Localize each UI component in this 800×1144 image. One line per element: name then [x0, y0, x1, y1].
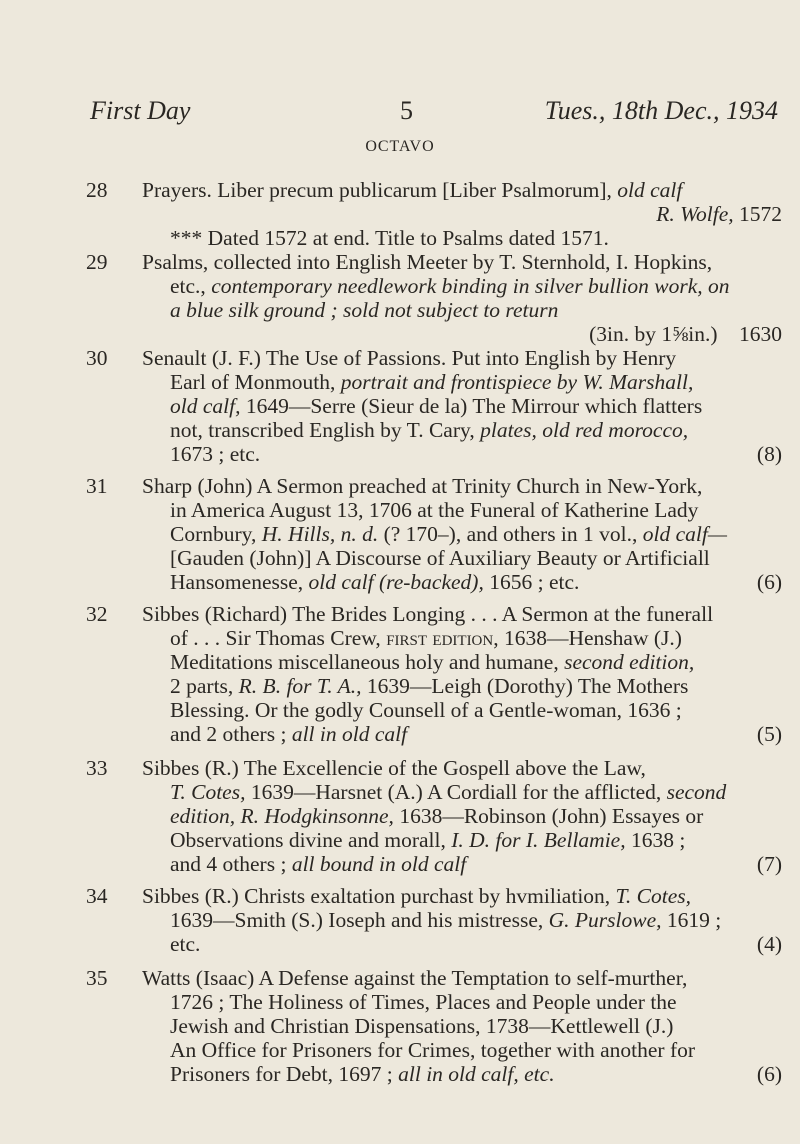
lot-text: a blue silk ground ; sold not subject to return [170, 298, 559, 322]
lot-text: 1638—Henshaw (J.) [498, 626, 682, 650]
lot-text: second [666, 780, 727, 804]
lot-text: old calf— [642, 522, 727, 546]
lot-text: 1639—Smith (S.) Ioseph and his mistresse, [170, 908, 549, 932]
lot-text: etc., [170, 274, 212, 298]
lot-count: (4) [756, 932, 782, 956]
lot-text: 1673 ; etc. [170, 442, 261, 466]
lot-text: 1619 ; [661, 908, 722, 932]
page-number: 5 [400, 96, 413, 125]
lot-text: G. Purslowe, [548, 908, 662, 932]
header-date: Tues., 18th Dec., 1934 [544, 96, 778, 125]
lot-text: and 2 others ; [170, 722, 292, 746]
lot-text: plates, old red morocco, [480, 418, 689, 442]
lot-text: H. Hills, n. d. [261, 522, 379, 546]
lot-text: old calf, [170, 394, 241, 418]
lot-text: all in old calf [291, 722, 408, 746]
lot-number: 28 [86, 178, 108, 202]
lot-text: Psalms, collected into English Meeter by T. Sternhold, I. Hopkins, [142, 250, 713, 274]
lot-text: R. Wolfe, [656, 202, 734, 226]
lot-text: (? 170–), and others in 1 vol., [378, 522, 643, 546]
lot-text: Watts (Isaac) A Defense against the Temptation to self-murther, [142, 966, 688, 990]
lot-text: I. D. for I. Bellamie, [451, 828, 626, 852]
lot-text: second edition, [564, 650, 695, 674]
lot-text: Sibbes (R.) The Excellencie of the Gospell above the Law, [142, 756, 646, 780]
lot-text: etc. [170, 932, 201, 956]
lot-text: and 4 others ; [170, 852, 292, 876]
lot-description [142, 756, 782, 876]
lot-number: 30 [86, 346, 108, 370]
lot-text: R. B. for T. A., [238, 674, 362, 698]
lot-text: edition, R. Hodgkinsonne, [170, 804, 394, 828]
lot-count: (8) [756, 442, 782, 466]
lot-text: Observations divine and morall, [170, 828, 452, 852]
lot-text: 1638—Robinson (John) Essayes or [393, 804, 704, 828]
lot-number: 33 [86, 756, 108, 780]
lot-text: Jewish and Christian Dispensations, 1738—Kettlewell (J.) [170, 1014, 674, 1038]
lot-description [142, 474, 782, 594]
section-title: OCTAVO [365, 138, 435, 155]
lot-text: old calf (re-backed), [308, 570, 484, 594]
lot-text: (3in. by 1⅝in.) [589, 322, 718, 346]
lot-description [142, 346, 782, 466]
lot-text: 2 parts, [170, 674, 239, 698]
lot-text: Meditations miscellaneous holy and humane, [170, 650, 565, 674]
lot-description [142, 966, 782, 1086]
lot-text: [Gauden (John)] A Discourse of Auxiliary Beauty or Artificiall [170, 546, 710, 570]
lot-text: Sibbes (Richard) The Brides Longing . . . A Sermon at the funerall [142, 602, 714, 626]
lot-text: all in old calf, etc. [398, 1062, 555, 1086]
lot-text: 1572 [733, 202, 782, 226]
lot-number: 35 [86, 966, 108, 990]
lot-text: old calf [617, 178, 683, 202]
lot-text: An Office for Prisoners for Crimes, together with another for [170, 1038, 696, 1062]
lot-text: not, transcribed English by T. Cary, [170, 418, 481, 442]
lot-text: contemporary needlework binding in silver bullion work, on [211, 274, 730, 298]
lot-text: all bound in old calf [291, 852, 467, 876]
lot-text: Prisoners for Debt, 1697 ; [170, 1062, 399, 1086]
lot-description [142, 250, 782, 346]
lot-text: Cornbury, [170, 522, 262, 546]
lot-text: T. Cotes, [170, 780, 246, 804]
lot-text: Senault (J. F.) The Use of Passions. Put into English by Henry [142, 346, 677, 370]
lot-text: Earl of Monmouth, [170, 370, 341, 394]
lot-description [142, 884, 782, 956]
lot-number: 29 [86, 250, 108, 274]
lot-text: Sibbes (R.) Christs exaltation purchast by hvmiliation, [142, 884, 616, 908]
lot-number: 31 [86, 474, 108, 498]
lot-description [142, 178, 782, 250]
lot-text: 1639—Leigh (Dorothy) The Mothers [361, 674, 689, 698]
lot-text: in America August 13, 1706 at the Funeral of Katherine Lady [170, 498, 699, 522]
lot-count: (7) [756, 852, 782, 876]
lot-text: of . . . Sir Thomas Crew, [170, 626, 387, 650]
lot-text: 1639—Harsnet (A.) A Cordiall for the afflicted, [245, 780, 667, 804]
lot-text: Prayers. Liber precum publicarum [Liber Psalmorum], [142, 178, 618, 202]
lot-text: portrait and frontispiece by W. Marshall, [340, 370, 694, 394]
lot-text: 1656 ; etc. [483, 570, 580, 594]
lot-text: 1649—Serre (Sieur de la) The Mirrour which flatters [240, 394, 703, 418]
lot-text: first edition, [386, 626, 499, 650]
lot-text: *** Dated 1572 at end. Title to Psalms dated 1571. [170, 226, 609, 250]
lot-text: T. Cotes, [615, 884, 692, 908]
lot-text: 1630 [739, 322, 782, 346]
lot-count: (6) [756, 570, 782, 594]
lot-text: Blessing. Or the godly Counsell of a Gentle-woman, 1636 ; [170, 698, 682, 722]
lot-text: 1726 ; The Holiness of Times, Places and People under the [170, 990, 677, 1014]
lot-number: 34 [86, 884, 108, 908]
lot-count: (5) [756, 722, 782, 746]
lot-number: 32 [86, 602, 108, 626]
lot-text: 1638 ; [625, 828, 686, 852]
lot-text: Hansomenesse, [170, 570, 309, 594]
page-header [90, 96, 778, 126]
lot-text: Sharp (John) A Sermon preached at Trinity Church in New-York, [142, 474, 703, 498]
header-day: First Day [90, 96, 191, 125]
lot-count: (6) [756, 1062, 782, 1086]
lot-description [142, 602, 782, 746]
